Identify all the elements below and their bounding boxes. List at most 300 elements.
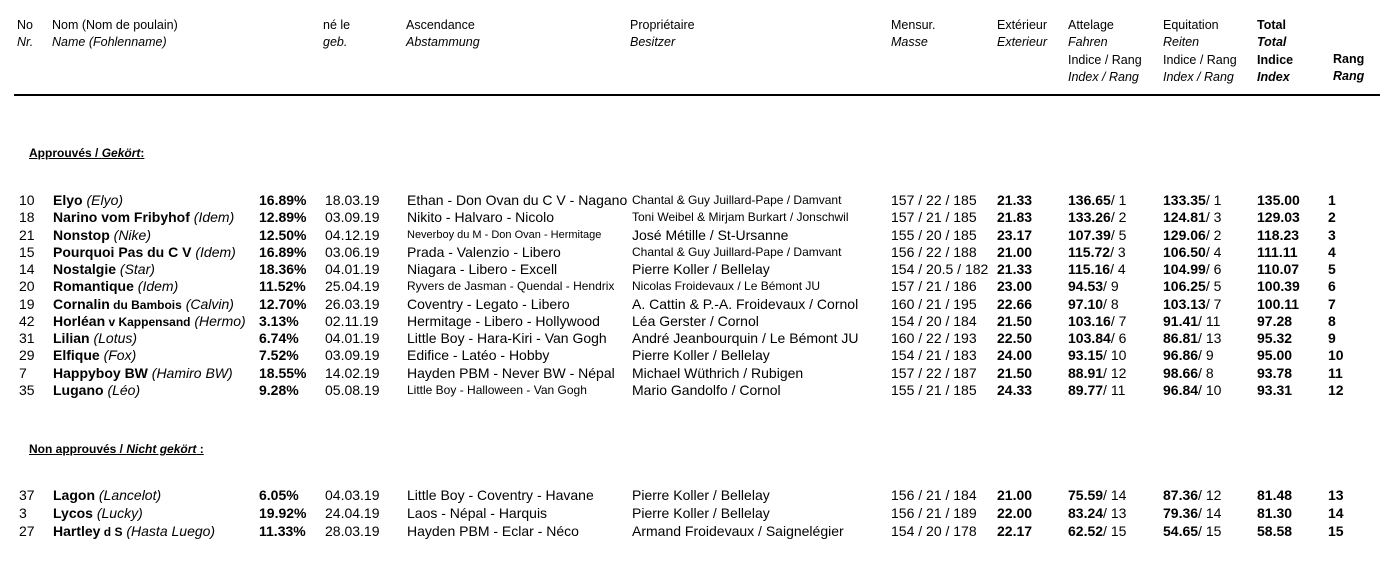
cell-total: 93.78 <box>1257 364 1293 381</box>
cell-owner: Chantal & Guy Juillard-Pape / Damvant <box>632 193 842 207</box>
attelage-index: 103.16 <box>1068 312 1111 329</box>
header-attelage-index-fr: Indice / Rang <box>1068 52 1142 67</box>
header-owner <box>630 17 695 52</box>
cell-exterior: 21.00 <box>997 243 1033 260</box>
attelage-rank: / 2 <box>1110 209 1127 226</box>
cell-owner: Chantal & Guy Juillard-Pape / Damvant <box>632 244 842 259</box>
foal-name: (Idem) <box>195 243 236 260</box>
cell-ascendance: Laos - Népal - Harquis <box>407 505 548 521</box>
header-total-fr: Total <box>1257 18 1286 32</box>
horse-name: Lilian <box>53 330 90 347</box>
attelage-index: 115.16 <box>1068 261 1111 278</box>
cell-equitation <box>1163 209 1221 226</box>
cell-rang: 9 <box>1328 330 1336 347</box>
section-approved-end: : <box>140 146 145 160</box>
cell-equitation <box>1163 296 1221 313</box>
horse-name: Lugano <box>53 381 104 398</box>
horse-name: Narino vom Fribyhof <box>53 209 190 226</box>
cell-name <box>53 487 161 504</box>
attelage-index: 94.53 <box>1068 278 1104 295</box>
table-row <box>0 347 1394 364</box>
cell-percent: 12.89% <box>259 209 307 226</box>
foal-name: (Star) <box>119 261 155 278</box>
header-no-de: Nr. <box>17 35 34 50</box>
attelage-rank: / 15 <box>1103 523 1127 539</box>
header-name-fr: Nom (Nom de poulain) <box>52 18 178 32</box>
cell-ascendance: Hayden PBM - Eclar - Néco <box>407 523 579 539</box>
cell-date: 25.04.19 <box>325 278 380 295</box>
cell-total: 93.31 <box>1257 381 1293 398</box>
cell-name <box>53 296 234 314</box>
header-rang-fr: Rang <box>1333 52 1365 66</box>
cell-attelage <box>1068 365 1126 382</box>
horse-name: Horléan <box>53 312 106 329</box>
cell-ascendance: Coventry - Legato - Libero <box>407 295 570 312</box>
header-born <box>323 17 350 52</box>
header-equitation <box>1163 17 1237 86</box>
section-approved-fr: Approuvés <box>29 146 92 160</box>
equitation-index: 133.35 <box>1163 192 1206 208</box>
equitation-rank: / 9 <box>1198 347 1214 364</box>
cell-name <box>53 209 234 226</box>
header-no-fr: No <box>17 18 33 32</box>
equitation-rank: / 7 <box>1205 295 1222 312</box>
table-row <box>0 192 1394 209</box>
foal-name: (Léo) <box>107 381 141 398</box>
equitation-index: 96.86 <box>1163 347 1199 364</box>
foal-name: (Nike) <box>113 226 151 243</box>
cell-attelage <box>1068 382 1125 399</box>
attelage-index: 97.10 <box>1068 295 1104 312</box>
cell-attelage <box>1068 192 1126 209</box>
header-total-index-fr: Indice <box>1257 52 1294 67</box>
cell-date: 03.06.19 <box>325 243 380 260</box>
equitation-index: 129.06 <box>1163 226 1206 243</box>
table-row <box>0 278 1394 295</box>
horse-name-suffix: du Bambois <box>109 297 182 312</box>
cell-exterior: 21.50 <box>997 364 1033 381</box>
cell-ascendance: Ethan - Don Ovan du C V - Nagano <box>407 192 628 208</box>
cell-exterior: 21.83 <box>997 209 1033 226</box>
cell-measure: 155 / 21 / 185 <box>891 381 977 398</box>
attelage-index: 62.52 <box>1068 523 1104 539</box>
cell-equitation <box>1163 365 1214 382</box>
cell-measure: 155 / 20 / 185 <box>891 226 977 243</box>
equitation-index: 103.13 <box>1163 295 1206 312</box>
cell-rang: 11 <box>1328 364 1343 381</box>
cell-name <box>53 261 155 278</box>
cell-name <box>53 313 246 331</box>
cell-name <box>53 330 137 347</box>
cell-owner: Armand Froidevaux / Saignelégier <box>632 523 844 539</box>
attelage-index: 89.77 <box>1068 381 1104 398</box>
cell-no: 19 <box>19 295 35 312</box>
cell-equitation <box>1163 487 1221 504</box>
cell-exterior: 21.00 <box>997 487 1033 503</box>
cell-total: 58.58 <box>1257 523 1293 539</box>
cell-no: 15 <box>19 243 35 260</box>
foal-name: (Fox) <box>103 347 137 364</box>
cell-rang: 3 <box>1328 226 1336 243</box>
cell-owner: Nicolas Froidevaux / Le Bémont JU <box>632 279 821 294</box>
cell-no: 3 <box>19 505 27 521</box>
cell-name <box>53 382 140 399</box>
foal-name: (Hermo) <box>194 312 246 329</box>
header-total <box>1257 17 1293 86</box>
header-ascendance-fr: Ascendance <box>406 18 475 32</box>
section-not-approved-fr: Non approuvés / <box>29 442 127 456</box>
table-row <box>0 209 1394 226</box>
foal-name: (Hamiro BW) <box>151 364 233 381</box>
cell-owner: Michael Wüthrich / Rubigen <box>632 364 804 381</box>
header-owner-de: Besitzer <box>630 35 676 50</box>
cell-exterior: 22.50 <box>997 330 1033 347</box>
cell-date: 28.03.19 <box>325 523 380 539</box>
equitation-index: 124.81 <box>1163 209 1206 226</box>
attelage-index: 107.39 <box>1068 226 1111 243</box>
equitation-index: 87.36 <box>1163 487 1199 503</box>
cell-owner: Pierre Koller / Bellelay <box>632 505 770 521</box>
attelage-rank: / 10 <box>1103 347 1127 364</box>
cell-ascendance: Niagara - Libero - Excell <box>407 261 558 278</box>
cell-rang: 7 <box>1328 295 1336 312</box>
header-divider <box>14 94 1380 96</box>
cell-owner: André Jeanbourquin / Le Bémont JU <box>632 330 859 347</box>
equitation-rank: / 5 <box>1205 278 1222 295</box>
attelage-index: 75.59 <box>1068 487 1104 503</box>
attelage-rank: / 3 <box>1110 243 1126 260</box>
cell-ascendance: Edifice - Latéo - Hobby <box>407 347 550 364</box>
cell-rang: 6 <box>1328 278 1336 295</box>
equitation-rank: / 8 <box>1198 364 1214 381</box>
header-ascendance <box>406 17 480 52</box>
cell-attelage <box>1068 523 1126 540</box>
cell-percent: 7.52% <box>259 347 299 364</box>
cell-name <box>53 347 136 364</box>
equitation-rank: / 3 <box>1205 209 1222 226</box>
equitation-rank: / 10 <box>1198 381 1222 398</box>
cell-equitation <box>1163 382 1221 399</box>
cell-equitation <box>1163 192 1221 209</box>
header-name <box>52 17 178 52</box>
cell-name <box>53 523 215 541</box>
cell-ascendance: Little Boy - Hara-Kiri - Van Gogh <box>407 330 607 347</box>
table-row <box>0 382 1394 399</box>
horse-name: Elyo <box>53 192 83 208</box>
horse-name: Lycos <box>53 505 93 521</box>
cell-percent: 6.05% <box>259 487 299 503</box>
equitation-index: 86.81 <box>1163 330 1199 347</box>
attelage-rank: / 11 <box>1103 381 1126 398</box>
cell-no: 29 <box>19 347 35 364</box>
cell-measure: 154 / 20.5 / 182 <box>891 261 989 278</box>
cell-percent: 12.70% <box>259 295 307 312</box>
header-equitation-index-fr: Indice / Rang <box>1163 52 1237 67</box>
cell-date: 03.09.19 <box>325 347 380 364</box>
header-equitation-index-de: Index / Rang <box>1163 69 1234 84</box>
cell-attelage <box>1068 209 1126 226</box>
equitation-rank: / 11 <box>1198 312 1221 329</box>
cell-exterior: 23.00 <box>997 278 1033 295</box>
cell-ascendance: Neverboy du M - Don Ovan - Hermitage <box>407 228 602 241</box>
horse-name: Nostalgie <box>53 261 117 278</box>
foal-name: (Idem) <box>137 278 179 295</box>
attelage-rank: / 1 <box>1110 192 1127 208</box>
cell-measure: 160 / 22 / 193 <box>891 330 977 347</box>
cell-measure: 160 / 21 / 195 <box>891 295 977 312</box>
cell-percent: 16.89% <box>259 192 307 208</box>
cell-rang: 4 <box>1328 243 1336 260</box>
foal-name: (Idem) <box>193 209 235 226</box>
cell-measure: 154 / 20 / 184 <box>891 312 977 329</box>
cell-total: 81.30 <box>1257 505 1293 521</box>
foal-name: (Calvin) <box>185 295 234 312</box>
header-rang <box>1333 51 1364 86</box>
cell-owner: José Métille / St-Ursanne <box>632 226 789 243</box>
table-row <box>0 365 1394 382</box>
attelage-rank: / 4 <box>1110 261 1126 278</box>
cell-attelage <box>1068 313 1126 330</box>
cell-date: 26.03.19 <box>325 295 380 312</box>
cell-total: 118.23 <box>1257 226 1300 243</box>
cell-equitation <box>1163 347 1214 364</box>
header-owner-fr: Propriétaire <box>630 18 695 32</box>
section-not-approved-title <box>29 442 204 456</box>
table-row <box>0 227 1394 244</box>
cell-total: 97.28 <box>1257 312 1293 329</box>
cell-measure: 154 / 21 / 183 <box>891 347 977 364</box>
cell-exterior: 22.17 <box>997 523 1033 539</box>
header-equitation-de: Reiten <box>1163 35 1200 50</box>
cell-name <box>53 365 233 382</box>
header-no <box>17 17 33 52</box>
foal-name: (Lotus) <box>93 330 138 347</box>
cell-date: 24.04.19 <box>325 505 380 521</box>
cell-percent: 11.33% <box>259 523 306 539</box>
cell-measure: 157 / 21 / 186 <box>891 278 977 295</box>
table-row <box>0 261 1394 278</box>
header-exterior <box>997 17 1047 52</box>
cell-percent: 18.36% <box>259 261 307 278</box>
table-row <box>0 296 1394 313</box>
attelage-rank: / 14 <box>1103 487 1127 503</box>
attelage-index: 133.26 <box>1068 209 1111 226</box>
header-born-fr: né le <box>323 18 351 32</box>
attelage-index: 103.84 <box>1068 330 1111 347</box>
cell-percent: 9.28% <box>259 381 299 398</box>
cell-total: 129.03 <box>1257 209 1300 226</box>
cell-no: 20 <box>19 278 35 295</box>
cell-exterior: 22.66 <box>997 295 1033 312</box>
cell-date: 05.08.19 <box>325 381 380 398</box>
cell-date: 04.03.19 <box>325 487 380 503</box>
horse-name-suffix: v Kappensand <box>105 314 191 329</box>
equitation-index: 54.65 <box>1163 523 1199 539</box>
header-attelage <box>1068 17 1142 86</box>
cell-owner: Pierre Koller / Bellelay <box>632 347 770 364</box>
cell-date: 02.11.19 <box>325 312 379 329</box>
cell-name <box>53 192 123 209</box>
table-row <box>0 505 1394 522</box>
cell-equitation <box>1163 244 1221 261</box>
cell-exterior: 21.33 <box>997 192 1033 208</box>
cell-date: 03.09.19 <box>325 209 380 226</box>
cell-exterior: 24.00 <box>997 347 1033 364</box>
header-equitation-fr: Equitation <box>1163 18 1219 32</box>
equitation-index: 79.36 <box>1163 505 1199 521</box>
attelage-index: 93.15 <box>1068 347 1104 364</box>
cell-equitation <box>1163 278 1221 295</box>
cell-no: 21 <box>19 226 35 243</box>
header-attelage-de: Fahren <box>1068 35 1108 50</box>
cell-attelage <box>1068 296 1119 313</box>
cell-total: 95.00 <box>1257 347 1293 364</box>
section-approved-sep: / <box>91 146 102 160</box>
header-rang-de: Rang <box>1333 69 1365 84</box>
equitation-rank: / 1 <box>1205 192 1222 208</box>
cell-no: 10 <box>19 192 35 208</box>
table-row <box>0 330 1394 347</box>
equitation-rank: / 14 <box>1198 505 1222 521</box>
cell-date: 04.01.19 <box>325 330 380 347</box>
header-exterior-de: Exterieur <box>997 35 1048 50</box>
cell-owner: Léa Gerster / Cornol <box>632 312 759 329</box>
cell-no: 42 <box>19 312 35 329</box>
horse-name: Romantique <box>53 278 134 295</box>
cell-ascendance: Hermitage - Libero - Hollywood <box>407 312 600 329</box>
cell-no: 7 <box>19 364 27 381</box>
cell-ascendance: Nikito - Halvaro - Nicolo <box>407 209 555 226</box>
cell-owner: Pierre Koller / Bellelay <box>632 261 770 278</box>
equitation-rank: / 4 <box>1205 243 1222 260</box>
cell-ascendance: Prada - Valenzio - Libero <box>407 243 561 260</box>
attelage-index: 83.24 <box>1068 505 1104 521</box>
cell-rang: 13 <box>1328 487 1344 503</box>
header-attelage-index-de: Index / Rang <box>1068 69 1139 84</box>
cell-ascendance: Hayden PBM - Never BW - Népal <box>407 364 615 381</box>
cell-equitation <box>1163 313 1220 330</box>
cell-equitation <box>1163 523 1221 540</box>
equitation-index: 106.50 <box>1163 243 1206 260</box>
cell-attelage <box>1068 244 1126 261</box>
cell-attelage <box>1068 347 1126 364</box>
cell-no: 18 <box>19 209 35 226</box>
cell-no: 31 <box>19 330 35 347</box>
foal-name: (Lancelot) <box>98 487 162 503</box>
attelage-rank: / 7 <box>1110 312 1127 329</box>
equitation-rank: / 13 <box>1198 330 1222 347</box>
cell-total: 100.11 <box>1257 295 1300 312</box>
header-measure <box>891 17 935 52</box>
cell-percent: 19.92% <box>259 505 307 521</box>
header-total-de: Total <box>1257 35 1287 50</box>
cell-measure: 154 / 20 / 178 <box>891 523 977 539</box>
cell-total: 100.39 <box>1257 278 1300 295</box>
attelage-index: 136.65 <box>1068 192 1111 208</box>
foal-name: (Hasta Luego) <box>126 523 216 539</box>
table-row <box>0 313 1394 330</box>
cell-rang: 10 <box>1328 347 1344 364</box>
cell-percent: 18.55% <box>259 364 307 381</box>
cell-name <box>53 227 151 244</box>
cell-rang: 15 <box>1328 523 1344 539</box>
cell-measure: 157 / 22 / 185 <box>891 192 977 208</box>
horse-name: Lagon <box>53 487 95 503</box>
cell-date: 18.03.19 <box>325 192 380 208</box>
header-measure-de: Masse <box>891 35 928 50</box>
equitation-index: 106.25 <box>1163 278 1206 295</box>
cell-exterior: 21.33 <box>997 261 1033 278</box>
cell-date: 04.01.19 <box>325 261 380 278</box>
cell-owner: Toni Weibel & Mirjam Burkart / Jonschwil <box>632 210 849 225</box>
attelage-rank: / 13 <box>1103 505 1127 521</box>
cell-measure: 156 / 21 / 189 <box>891 505 977 521</box>
cell-total: 111.11 <box>1257 243 1298 260</box>
section-approved-title <box>29 146 144 160</box>
cell-date: 04.12.19 <box>325 226 380 243</box>
attelage-rank: / 8 <box>1103 295 1119 312</box>
attelage-rank: / 12 <box>1103 364 1127 381</box>
horse-name-suffix: d S <box>100 525 123 539</box>
cell-owner: A. Cattin & P.-A. Froidevaux / Cornol <box>632 295 859 312</box>
cell-date: 14.02.19 <box>325 364 380 381</box>
cell-total: 135.00 <box>1257 192 1300 208</box>
header-exterior-fr: Extérieur <box>997 18 1048 32</box>
cell-owner: Pierre Koller / Bellelay <box>632 487 770 503</box>
cell-rang: 8 <box>1328 312 1336 329</box>
attelage-index: 88.91 <box>1068 364 1104 381</box>
attelage-rank: / 6 <box>1110 330 1127 347</box>
cell-total: 95.32 <box>1257 330 1293 347</box>
header-name-de: Name (Fohlenname) <box>52 35 167 50</box>
equitation-rank: / 6 <box>1205 261 1222 278</box>
cell-name <box>53 505 143 522</box>
cell-rang: 12 <box>1328 381 1344 398</box>
cell-equitation <box>1163 227 1221 244</box>
cell-ascendance: Little Boy - Coventry - Havane <box>407 487 594 503</box>
cell-attelage <box>1068 330 1126 347</box>
equitation-index: 98.66 <box>1163 364 1199 381</box>
equitation-rank: / 15 <box>1198 523 1222 539</box>
header-total-index-de: Index <box>1257 69 1290 84</box>
equitation-rank: / 2 <box>1205 226 1222 243</box>
equitation-rank: / 12 <box>1198 487 1222 503</box>
cell-measure: 156 / 21 / 184 <box>891 487 977 503</box>
horse-name: Elfique <box>53 347 100 364</box>
table-row <box>0 487 1394 504</box>
cell-total: 81.48 <box>1257 487 1293 503</box>
attelage-rank: / 5 <box>1110 226 1127 243</box>
equitation-index: 96.84 <box>1163 381 1199 398</box>
cell-total: 110.07 <box>1257 261 1300 278</box>
attelage-index: 115.72 <box>1068 243 1111 260</box>
cell-exterior: 23.17 <box>997 226 1033 243</box>
foal-name: (Elyo) <box>86 192 124 208</box>
horse-name: Happyboy BW <box>53 364 148 381</box>
cell-attelage <box>1068 278 1119 295</box>
cell-measure: 157 / 21 / 185 <box>891 209 977 226</box>
cell-rang: 14 <box>1328 505 1344 521</box>
cell-equitation <box>1163 261 1221 278</box>
cell-attelage <box>1068 227 1126 244</box>
cell-measure: 156 / 22 / 188 <box>891 243 977 260</box>
cell-exterior: 21.50 <box>997 312 1033 329</box>
section-approved-de: Gekört <box>101 146 141 160</box>
equitation-index: 91.41 <box>1163 312 1199 329</box>
cell-percent: 11.52% <box>259 278 306 295</box>
cell-no: 27 <box>19 523 35 539</box>
cell-no: 35 <box>19 381 35 398</box>
